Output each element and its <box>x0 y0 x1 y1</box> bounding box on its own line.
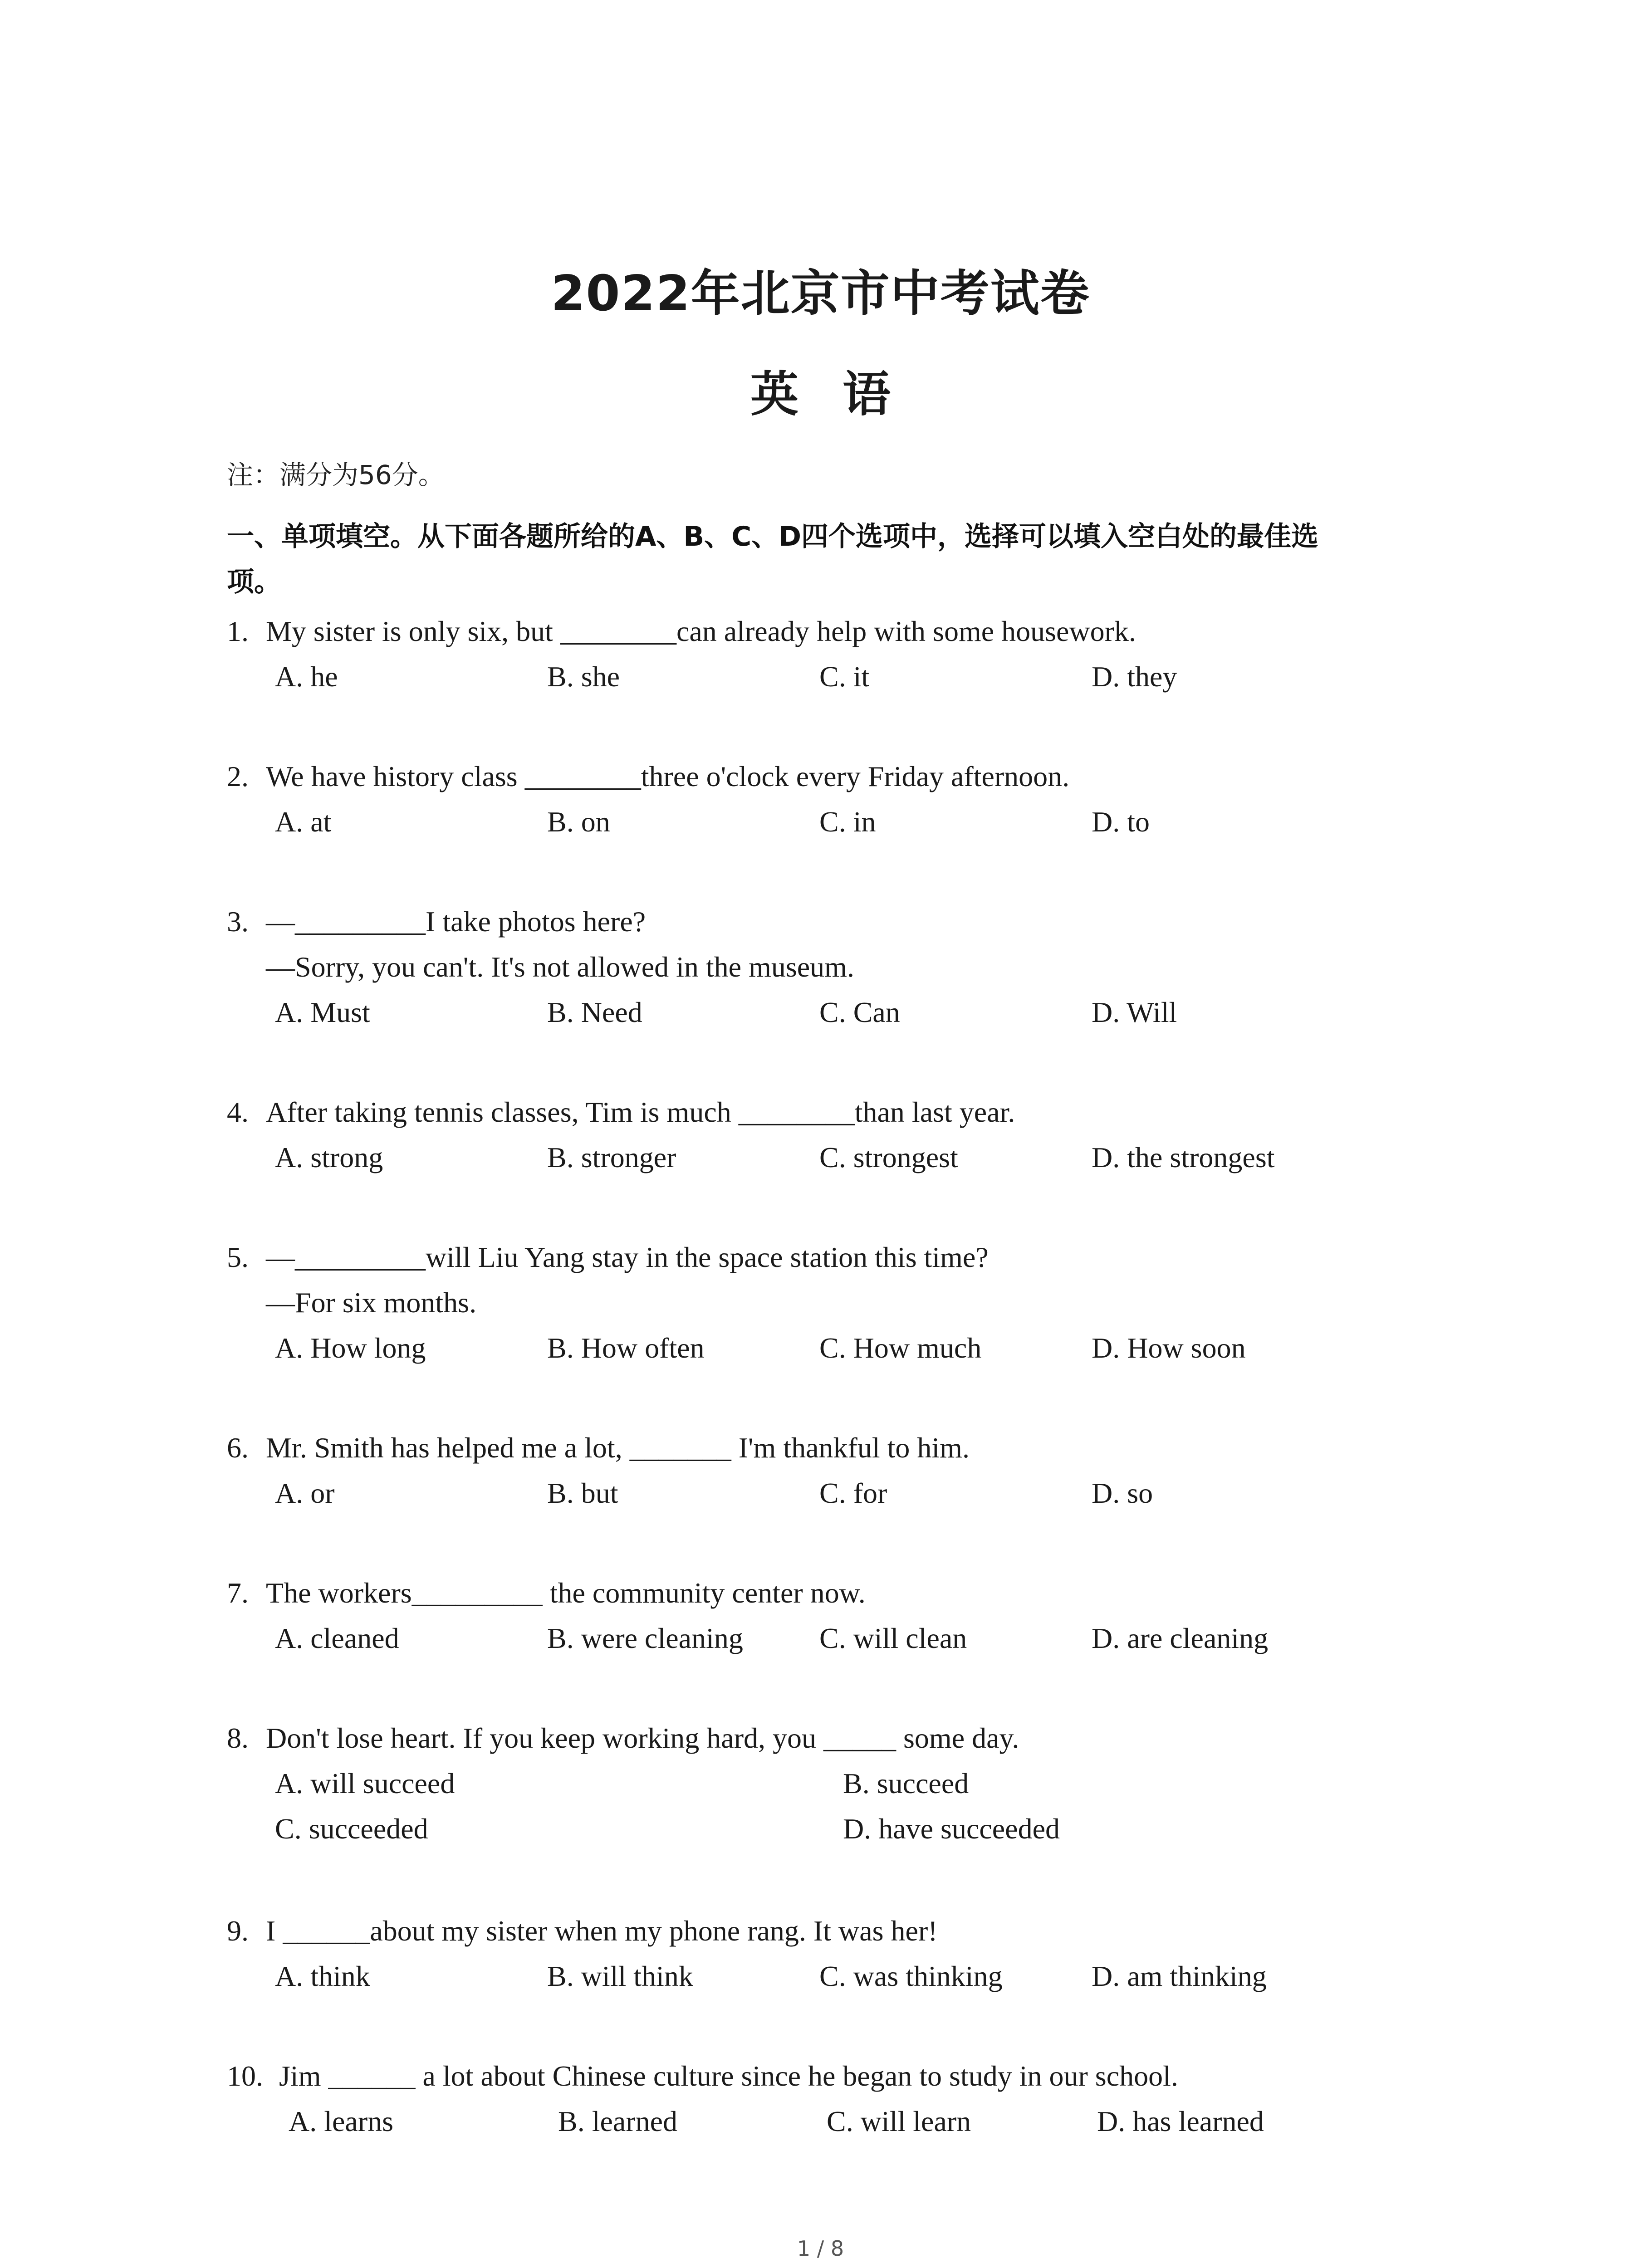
option-b: B. learned <box>558 2105 677 2137</box>
question-stem: I ______about my sister when my phone rang. It was her! <box>266 1915 938 1947</box>
question-number: 9. <box>227 1915 249 1947</box>
option-a: A. at <box>275 806 332 838</box>
option-a: A. will succeed <box>275 1767 455 1799</box>
option-b: B. will think <box>547 1960 693 1992</box>
option-d: D. are cleaning <box>1092 1622 1269 1654</box>
page-number: 1 / 8 <box>797 2236 844 2261</box>
score-note: 注：满分为56分。 <box>227 459 445 490</box>
question-number: 6. <box>227 1432 249 1464</box>
option-d: D. to <box>1092 806 1150 838</box>
option-a: A. or <box>275 1477 335 1509</box>
question-stem: Don't lose heart. If you keep working hard, you _____ some day. <box>266 1722 1019 1754</box>
question-number: 8. <box>227 1722 249 1754</box>
option-a: A. How long <box>275 1332 426 1364</box>
option-c: C. in <box>819 806 876 838</box>
option-b: B. stronger <box>547 1141 676 1173</box>
question-response: —Sorry, you can't. It's not allowed in the museum. <box>266 951 854 983</box>
option-c: C. Can <box>819 996 900 1028</box>
section-heading-line1: 一、单项填空。从下面各题所给的A、B、C、D四个选项中，选择可以填入空白处的最佳选 <box>227 521 1319 552</box>
option-a: A. Must <box>275 996 370 1028</box>
question-stem: We have history class ________three o'clock every Friday afternoon. <box>266 760 1070 792</box>
option-d: D. have succeeded <box>843 1813 1060 1845</box>
question-stem: —_________will Liu Yang stay in the space station this time? <box>266 1241 989 1273</box>
option-c: C. How much <box>819 1332 982 1364</box>
option-a: A. cleaned <box>275 1622 399 1654</box>
question-number: 2. <box>227 760 249 792</box>
question-number: 1. <box>227 615 249 647</box>
option-a: A. strong <box>275 1141 383 1173</box>
question-number: 3. <box>227 905 249 938</box>
option-c: C. succeeded <box>275 1813 428 1845</box>
option-d: D. How soon <box>1092 1332 1246 1364</box>
question-number: 7. <box>227 1577 249 1609</box>
option-c: C. strongest <box>819 1141 958 1173</box>
option-a: A. learns <box>289 2105 394 2137</box>
question-stem: Jim ______ a lot about Chinese culture since he began to study in our school. <box>279 2060 1178 2092</box>
question-stem: The workers_________ the community center now. <box>266 1577 866 1609</box>
question-response: —For six months. <box>266 1286 477 1319</box>
option-c: C. was thinking <box>819 1960 1003 1992</box>
option-b: B. How often <box>547 1332 705 1364</box>
option-b: B. were cleaning <box>547 1622 743 1654</box>
question-stem: After taking tennis classes, Tim is much ________than last year. <box>266 1096 1015 1128</box>
document-title: 2022年北京市中考试卷 <box>551 265 1090 322</box>
question-number: 10. <box>227 2060 263 2092</box>
question-stem: My sister is only six, but ________can already help with some housework. <box>266 615 1136 647</box>
option-b: B. Need <box>547 996 642 1028</box>
option-d: D. so <box>1092 1477 1153 1509</box>
option-d: D. has learned <box>1097 2105 1264 2137</box>
option-d: D. am thinking <box>1092 1960 1267 1992</box>
question-stem: —_________I take photos here? <box>266 905 646 938</box>
option-b: B. she <box>547 660 620 693</box>
option-c: C. for <box>819 1477 887 1509</box>
option-d: D. they <box>1092 660 1177 693</box>
option-b: B. succeed <box>843 1767 969 1799</box>
option-b: B. on <box>547 806 610 838</box>
question-stem: Mr. Smith has helped me a lot, _______ I'm thankful to him. <box>266 1432 970 1464</box>
option-b: B. but <box>547 1477 618 1509</box>
question-number: 5. <box>227 1241 249 1273</box>
option-c: C. will learn <box>827 2105 971 2137</box>
option-a: A. think <box>275 1960 370 1992</box>
option-c: C. it <box>819 660 870 693</box>
option-a: A. he <box>275 660 338 693</box>
question-number: 4. <box>227 1096 249 1128</box>
option-d: D. the strongest <box>1092 1141 1275 1173</box>
section-heading-line2: 项。 <box>227 566 281 598</box>
option-c: C. will clean <box>819 1622 967 1654</box>
document-subtitle: 英 语 <box>750 367 891 422</box>
option-d: D. Will <box>1092 996 1177 1028</box>
